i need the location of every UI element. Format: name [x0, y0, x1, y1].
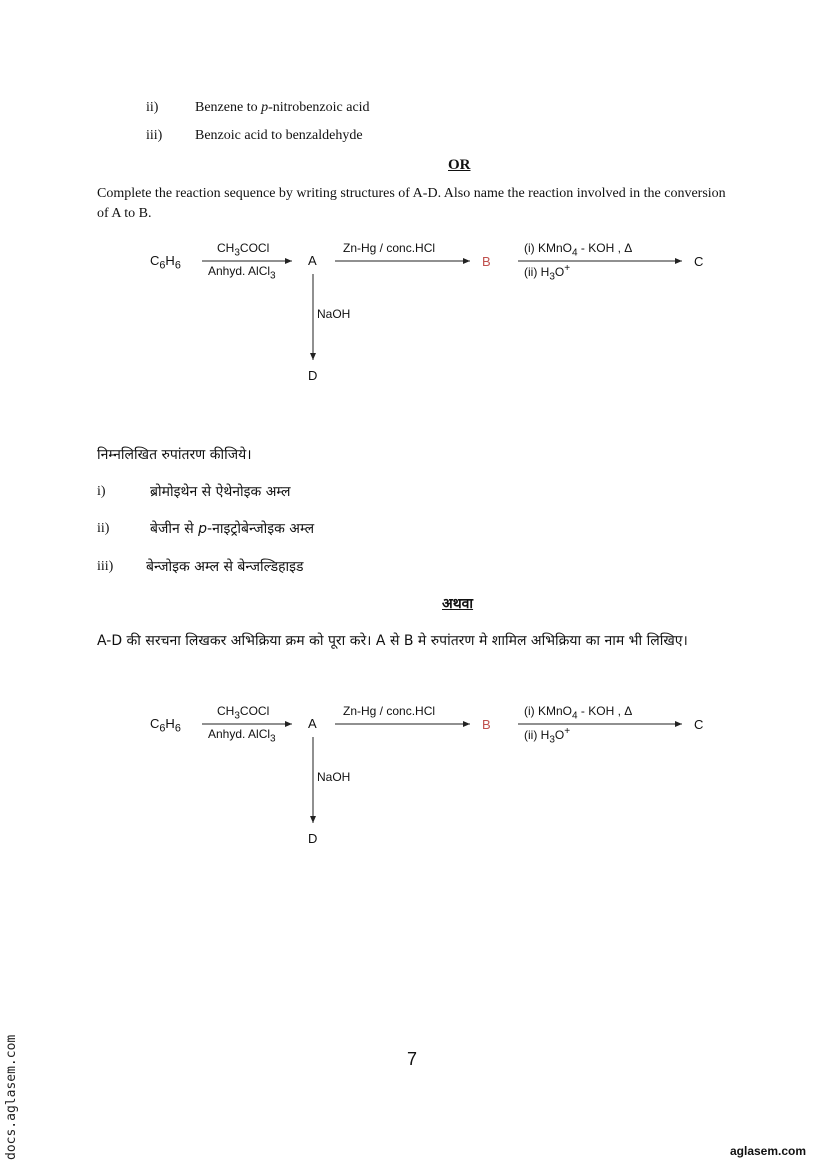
item-text: Benzoic acid to benzaldehyde: [195, 128, 363, 143]
product-a: A: [308, 716, 317, 731]
item-number: ii): [146, 100, 159, 115]
reagent-ch3cocl: $CH_3COCl$: [217, 704, 270, 722]
or-heading: OR: [448, 157, 471, 173]
reagent-naoh: NaOH: [317, 307, 351, 321]
item-text: बेजीन से p-नाइट्रोबेन्जोइक अम्ल: [150, 521, 315, 537]
reaction-scheme-hindi: [140, 703, 720, 853]
reagent-alcl3: Anhyd. AlCl$_3$: [208, 727, 276, 745]
product-d: D: [308, 831, 318, 846]
reagent-h3o: (ii) $H_3O^+$: [524, 726, 571, 746]
product-d: D: [308, 368, 318, 383]
item-number: ii): [97, 521, 110, 536]
hindi-question: A-D की सरचना लिखकर अभिक्रिया क्रम को पूरा करे। A से B मे रुपांतरण मे शामिल अभिक्रिया का नाम भी लिखिए।: [97, 633, 688, 649]
reagent-kmno4: (i) KMnO$_4$ - KOH , Δ: [524, 241, 633, 259]
reagent-alcl3: Anhyd. AlCl$_3$: [208, 264, 276, 282]
product-c: C: [694, 717, 704, 732]
item-text: ब्रोमोइथेन से ऐथेनोइक अम्ल: [150, 484, 291, 500]
reaction-scheme-english: [140, 240, 720, 390]
item-text: बेन्जोइक अम्ल से बेन्जल्डिहाइड: [146, 559, 304, 575]
scheme-arrows: [140, 240, 720, 390]
reagent-ch3cocl: $CH_3COCl$: [217, 241, 270, 259]
item-text: Benzene to p-nitrobenzoic acid: [195, 100, 370, 115]
reagent-naoh: NaOH: [317, 770, 351, 784]
scheme-arrows: [140, 703, 720, 853]
item-number: i): [97, 484, 106, 499]
or-heading-hindi: अथवा: [442, 596, 474, 612]
watermark: docs.aglasem.com: [4, 1034, 19, 1160]
product-b: B: [482, 254, 491, 269]
reactant-c6h6: $C_6H_6$: [150, 253, 181, 272]
page-number: 7: [407, 1049, 418, 1069]
item-number: iii): [146, 128, 163, 143]
hindi-intro: निम्नलिखित रुपांतरण कीजिये।: [97, 447, 252, 463]
reagent-zn-hg: Zn-Hg / conc.HCl: [343, 241, 436, 255]
reactant-c6h6: $C_6H_6$: [150, 716, 181, 735]
reagent-kmno4: (i) KMnO$_4$ - KOH , Δ: [524, 704, 633, 722]
product-c: C: [694, 254, 704, 269]
reagent-h3o: (ii) $H_3O^+$: [524, 263, 571, 283]
product-b: B: [482, 717, 491, 732]
reagent-zn-hg: Zn-Hg / conc.HCl: [343, 704, 436, 718]
english-question: Complete the reaction sequence by writing structures of A-D. Also name the reaction involved in the conversion of A to B.: [97, 186, 726, 221]
item-number: iii): [97, 559, 114, 574]
product-a: A: [308, 253, 317, 268]
site-label: aglasem.com: [730, 1144, 807, 1158]
